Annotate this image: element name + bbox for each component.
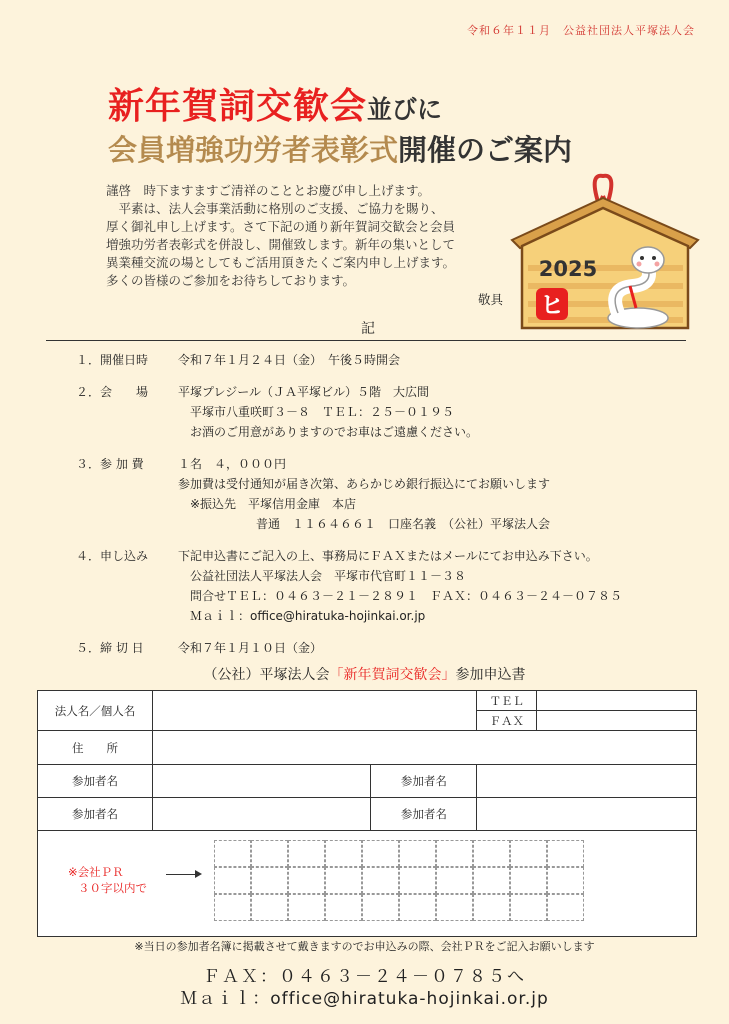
ema-snake-icon xyxy=(508,168,703,336)
detail-venue xyxy=(76,382,696,442)
date-organization: 令和６年１１月 公益社団法人平塚法人会 xyxy=(467,24,695,37)
greeting-line: 異業種交流の場としてもご活用頂きたくご案内申し上げます。 xyxy=(106,255,456,270)
ki-heading: 記 xyxy=(361,321,375,337)
pr-grid-cell[interactable] xyxy=(251,840,288,867)
greeting-line: 増強功労者表彰式を併設し、開催致します。新年の集いとして xyxy=(106,237,456,252)
detail-date xyxy=(76,350,696,370)
greeting-line: 厚く御礼申し上げます。さて下記の通り新年賀詞交歓会と会員 xyxy=(106,219,456,234)
title-line-1 xyxy=(108,78,442,129)
tel-field[interactable] xyxy=(537,691,697,711)
greeting-line: 平素は、法人会事業活動に格別のご支援、ご協力を賜り、 xyxy=(106,201,444,216)
address-field[interactable] xyxy=(152,731,696,765)
fax-field[interactable] xyxy=(537,711,697,731)
form-title-suffix: 参加申込書 xyxy=(455,667,526,683)
fax-label: ＦＡＸ xyxy=(477,711,537,731)
pr-grid-cell[interactable] xyxy=(510,867,547,894)
pr-grid-cell[interactable] xyxy=(473,894,510,921)
detail-line: 普通 １１６４６６１ 口座名義 （公社）平塚法人会 xyxy=(256,517,551,531)
title-ceremony: 会員増強功労者表彰式 xyxy=(108,133,399,167)
pr-grid-cell[interactable] xyxy=(325,894,362,921)
detail-label: １．開催日時 xyxy=(76,353,149,367)
participant-field[interactable] xyxy=(477,765,697,798)
pr-grid-cell[interactable] xyxy=(473,840,510,867)
detail-line: 公益社団法人平塚法人会 平塚市代官町１１－３８ xyxy=(190,569,467,583)
footer-note: ※当日の参加者名簿に掲載させて戴きますのでお申込みの際、会社ＰＲをご記入お願いします xyxy=(134,940,595,953)
pr-grid-cell[interactable] xyxy=(362,867,399,894)
pr-grid-cell[interactable] xyxy=(547,867,584,894)
detail-line: 問合せＴＥＬ：０４６３－２１－２８９１ ＦＡＸ：０４６３－２４－０７８５ xyxy=(190,589,623,603)
greeting-line: 謹啓 時下ますますご清祥のこととお慶び申し上げます。 xyxy=(106,183,431,198)
tel-label: ＴＥＬ xyxy=(477,691,537,711)
pr-grid-cell[interactable] xyxy=(214,867,251,894)
detail-deadline xyxy=(76,638,696,658)
company-pr-label-line: ３０字以内で xyxy=(78,881,147,895)
form-title xyxy=(0,664,729,684)
pr-grid-cell[interactable] xyxy=(547,840,584,867)
pr-grid-cell[interactable] xyxy=(251,894,288,921)
pr-grid-cell[interactable] xyxy=(399,840,436,867)
company-pr-label xyxy=(68,864,147,896)
pr-grid-cell[interactable] xyxy=(473,867,510,894)
pr-grid-cell[interactable] xyxy=(325,867,362,894)
footer-fax: ＦＡＸ：０４６３－２４－０７８５へ xyxy=(203,967,526,987)
pr-grid-cell[interactable] xyxy=(288,894,325,921)
pr-grid-cell[interactable] xyxy=(436,840,473,867)
pr-grid-cell[interactable] xyxy=(362,894,399,921)
title-main: 新年賀詞交歓会 xyxy=(108,86,368,127)
detail-label: ２．会 場 xyxy=(76,385,149,399)
corp-name-field[interactable] xyxy=(152,691,476,731)
event-details xyxy=(76,350,696,670)
greeting-text xyxy=(106,182,516,290)
address-label: 住 所 xyxy=(38,731,153,765)
participant-label: 参加者名 xyxy=(38,765,153,798)
participant-label: 参加者名 xyxy=(38,798,153,831)
form-title-event: 「新年賀詞交歓会」 xyxy=(329,667,456,683)
pr-grid-cell[interactable] xyxy=(288,867,325,894)
ema-zodiac-glyph: ヒ xyxy=(540,291,564,319)
company-pr-section xyxy=(38,831,697,937)
arrow-right-icon xyxy=(166,874,200,875)
detail-line: お酒のご用意がありますのでお車はご遠慮ください。 xyxy=(190,425,479,439)
ema-year: 2025 xyxy=(538,257,598,281)
detail-label: ４．申し込み xyxy=(76,549,149,563)
participant-field[interactable] xyxy=(477,798,697,831)
participant-field[interactable] xyxy=(152,765,371,798)
divider xyxy=(46,340,686,341)
corp-name-label: 法人名／個人名 xyxy=(38,691,153,731)
pr-grid-cell[interactable] xyxy=(214,894,251,921)
participant-label: 参加者名 xyxy=(371,798,477,831)
pr-grid-cell[interactable] xyxy=(510,840,547,867)
title-guide: 開催のご案内 xyxy=(398,133,573,167)
pr-grid-cell[interactable] xyxy=(288,840,325,867)
detail-line: 参加費は受付通知が届き次第、あらかじめ銀行振込にてお願いします xyxy=(178,477,551,491)
detail-line: ※振込先 平塚信用金庫 本店 xyxy=(190,497,357,511)
detail-apply xyxy=(76,546,696,626)
detail-line: 平塚プレジール（ＪＡ平塚ビル）５階 大広間 xyxy=(178,385,429,399)
pr-grid-cell[interactable] xyxy=(362,840,399,867)
title-conjunction: 並びに xyxy=(367,95,443,124)
pr-grid-cell[interactable] xyxy=(547,894,584,921)
detail-line: 令和７年１月２４日（金） 午後５時開会 xyxy=(178,353,401,367)
company-pr-label-line: ※会社ＰＲ xyxy=(68,865,124,879)
detail-line: 平塚市八重咲町３－８ ＴＥＬ：２５－０１９５ xyxy=(190,405,455,419)
pr-grid-cell[interactable] xyxy=(436,894,473,921)
detail-label: ３．参 加 費 xyxy=(76,457,144,471)
detail-line: 令和７年１月１０日（金） xyxy=(178,641,323,655)
application-form xyxy=(37,690,697,937)
detail-line: １名 ４，０００円 xyxy=(178,457,287,471)
participant-label: 参加者名 xyxy=(371,765,477,798)
pr-grid-cell[interactable] xyxy=(436,867,473,894)
pr-grid-cell[interactable] xyxy=(251,867,288,894)
form-title-prefix: （公社）平塚法人会 xyxy=(203,667,330,683)
pr-grid-cell[interactable] xyxy=(510,894,547,921)
detail-fee xyxy=(76,454,696,534)
pr-grid-cell[interactable] xyxy=(399,867,436,894)
detail-label: ５．締 切 日 xyxy=(76,641,144,655)
footer-mail: Ｍａｉｌ：office@hiratuka-hojinkai.or.jp xyxy=(180,989,549,1009)
title-line-2 xyxy=(108,128,572,169)
detail-line: Ｍａｉｌ：office@hiratuka-hojinkai.or.jp xyxy=(190,609,426,623)
closing-keigu: 敬具 xyxy=(478,292,504,307)
detail-line: 下記申込書にご記入の上、事務局にＦＡＸまたはメールにてお申込み下さい。 xyxy=(178,549,598,563)
pr-grid-cell[interactable] xyxy=(399,894,436,921)
pr-grid-cell[interactable] xyxy=(214,840,251,867)
participant-field[interactable] xyxy=(152,798,371,831)
pr-grid-cell[interactable] xyxy=(325,840,362,867)
greeting-line: 多くの皆様のご参加をお待ちしております。 xyxy=(106,273,356,288)
